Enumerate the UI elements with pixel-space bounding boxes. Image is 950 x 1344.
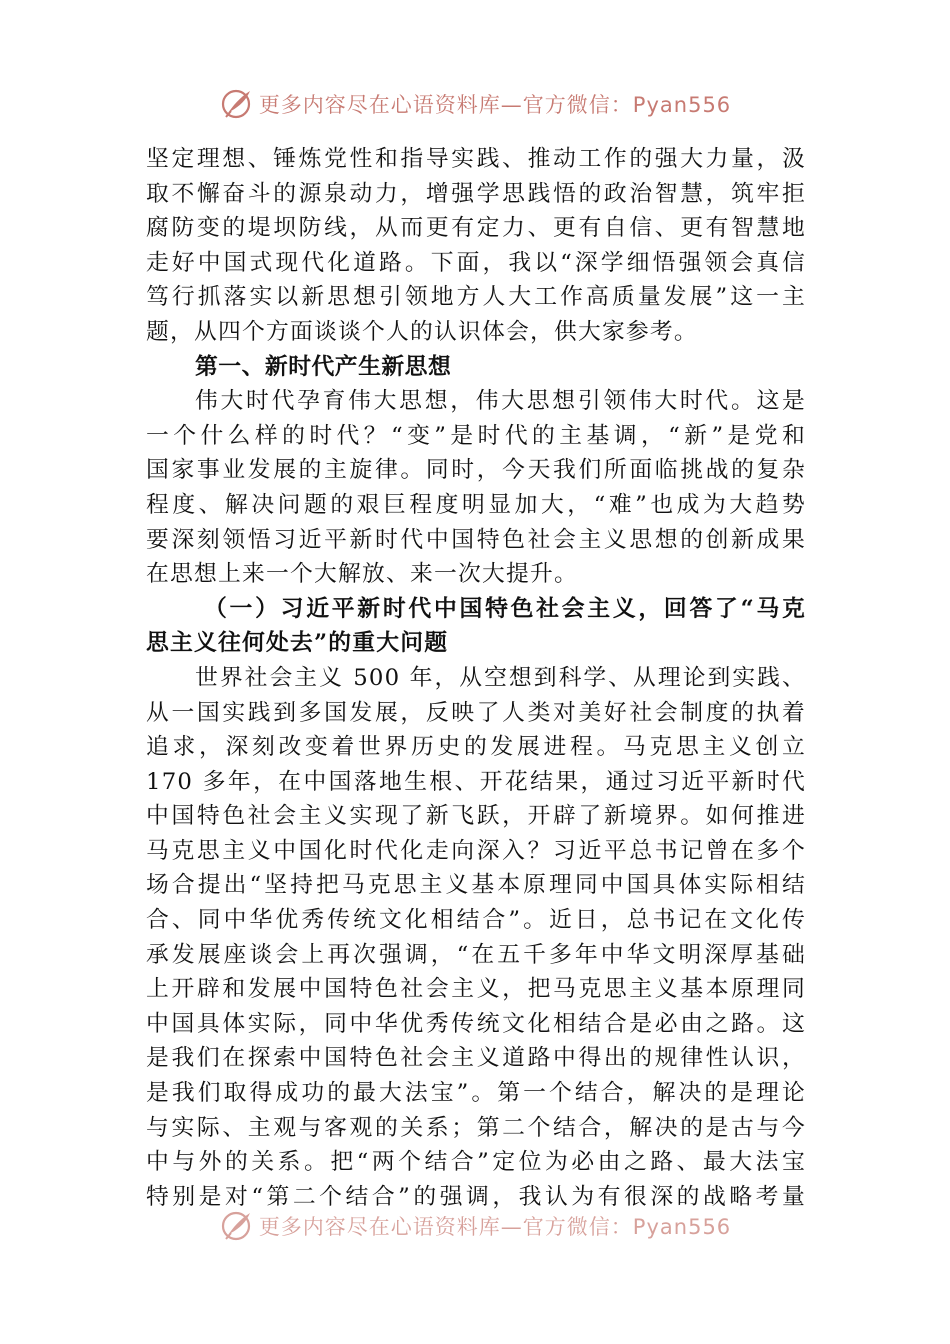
- text-line: 伟大时代孕育伟大思想，伟大思想引领伟大时代。这是: [195, 388, 806, 415]
- text-line: 要深刻领悟习近平新时代中国特色社会主义思想的创新成果: [146, 526, 806, 553]
- text-line: 承发展座谈会上再次强调，“在五千多年中华文明深厚基础: [146, 941, 806, 968]
- footer-watermark-banner: [0, 1206, 950, 1246]
- text-line: 是我们取得成功的最大法宝”。第一个结合，解决的是理论: [146, 1080, 806, 1107]
- text-line: 在思想上来一个大解放、来一次大提升。: [146, 561, 578, 588]
- text-line: 上开辟和发展中国特色社会主义，把马克思主义基本原理同: [146, 976, 806, 1003]
- text-line: 程度、解决问题的艰巨程度明显加大，“难”也成为大趋势: [146, 491, 806, 518]
- text-line: 中国具体实际，同中华优秀传统文化相结合是必由之路。这: [146, 1010, 806, 1037]
- text-line: 中与外的关系。把“两个结合”定位为必由之路、最大法宝: [146, 1149, 806, 1176]
- text-line: 场合提出“坚持把马克思主义基本原理同中国具体实际相结: [146, 872, 806, 899]
- footer-banner-text: 更多内容尽在心语资料库—官方微信：Pyan556: [258, 1215, 732, 1239]
- text-line: 是我们在探索中国特色社会主义道路中得出的规律性认识，: [146, 1045, 806, 1072]
- text-line: 国家事业发展的主旋律。同时，今天我们所面临挑战的复杂: [146, 457, 806, 484]
- text-line: 特别是对“第二个结合”的强调，我认为有很深的战略考量: [146, 1183, 806, 1210]
- text-line: 马克思主义中国化时代化走向深入？习近平总书记曾在多个: [146, 837, 806, 864]
- text-line: 题，从四个方面谈谈个人的认识体会，供大家参考。: [146, 318, 698, 345]
- subsection-heading: （一）习近平新时代中国特色社会主义，回答了“马克: [204, 595, 806, 622]
- document-body: [146, 142, 806, 1214]
- section-heading: 第一、新时代产生新思想: [195, 353, 452, 380]
- header-watermark-banner: [0, 84, 950, 124]
- text-line: 合、同中华优秀传统文化相结合”。近日，总书记在文化传: [146, 907, 806, 934]
- text-line: 取不懈奋斗的源泉动力，增强学思践悟的政治智慧，筑牢拒: [146, 180, 806, 207]
- text-line: 坚定理想、锤炼党性和指导实践、推动工作的强大力量，汲: [146, 146, 806, 172]
- quill-logo-icon: [219, 1208, 255, 1244]
- text-line: 一个什么样的时代？“变”是时代的主基调，“新”是党和: [146, 422, 806, 449]
- quill-logo-icon: [219, 86, 255, 122]
- subsection-heading: 思主义往何处去”的重大问题: [146, 630, 449, 657]
- text-line: 笃行抓落实以新思想引领地方人大工作高质量发展”这一主: [146, 284, 806, 311]
- text-line: 腐防变的堤坝防线，从而更有定力、更有自信、更有智慧地: [146, 215, 806, 242]
- text-line: 中国特色社会主义实现了新飞跃，开辟了新境界。如何推进: [146, 803, 806, 830]
- text-line: 与实际、主观与客观的关系；第二个结合，解决的是古与今: [146, 1114, 806, 1141]
- text-line: 从一国实践到多国发展，反映了人类对美好社会制度的执着: [146, 699, 806, 726]
- text-line: 追求，深刻改变着世界历史的发展进程。马克思主义创立: [146, 734, 806, 761]
- text-line: 走好中国式现代化道路。下面，我以“深学细悟强领会真信: [146, 249, 806, 276]
- header-banner-text: 更多内容尽在心语资料库—官方微信：Pyan556: [258, 93, 732, 117]
- text-line: 世界社会主义 500 年，从空想到科学、从理论到实践、: [195, 664, 806, 691]
- text-line: 170 多年，在中国落地生根、开花结果，通过习近平新时代: [146, 768, 806, 795]
